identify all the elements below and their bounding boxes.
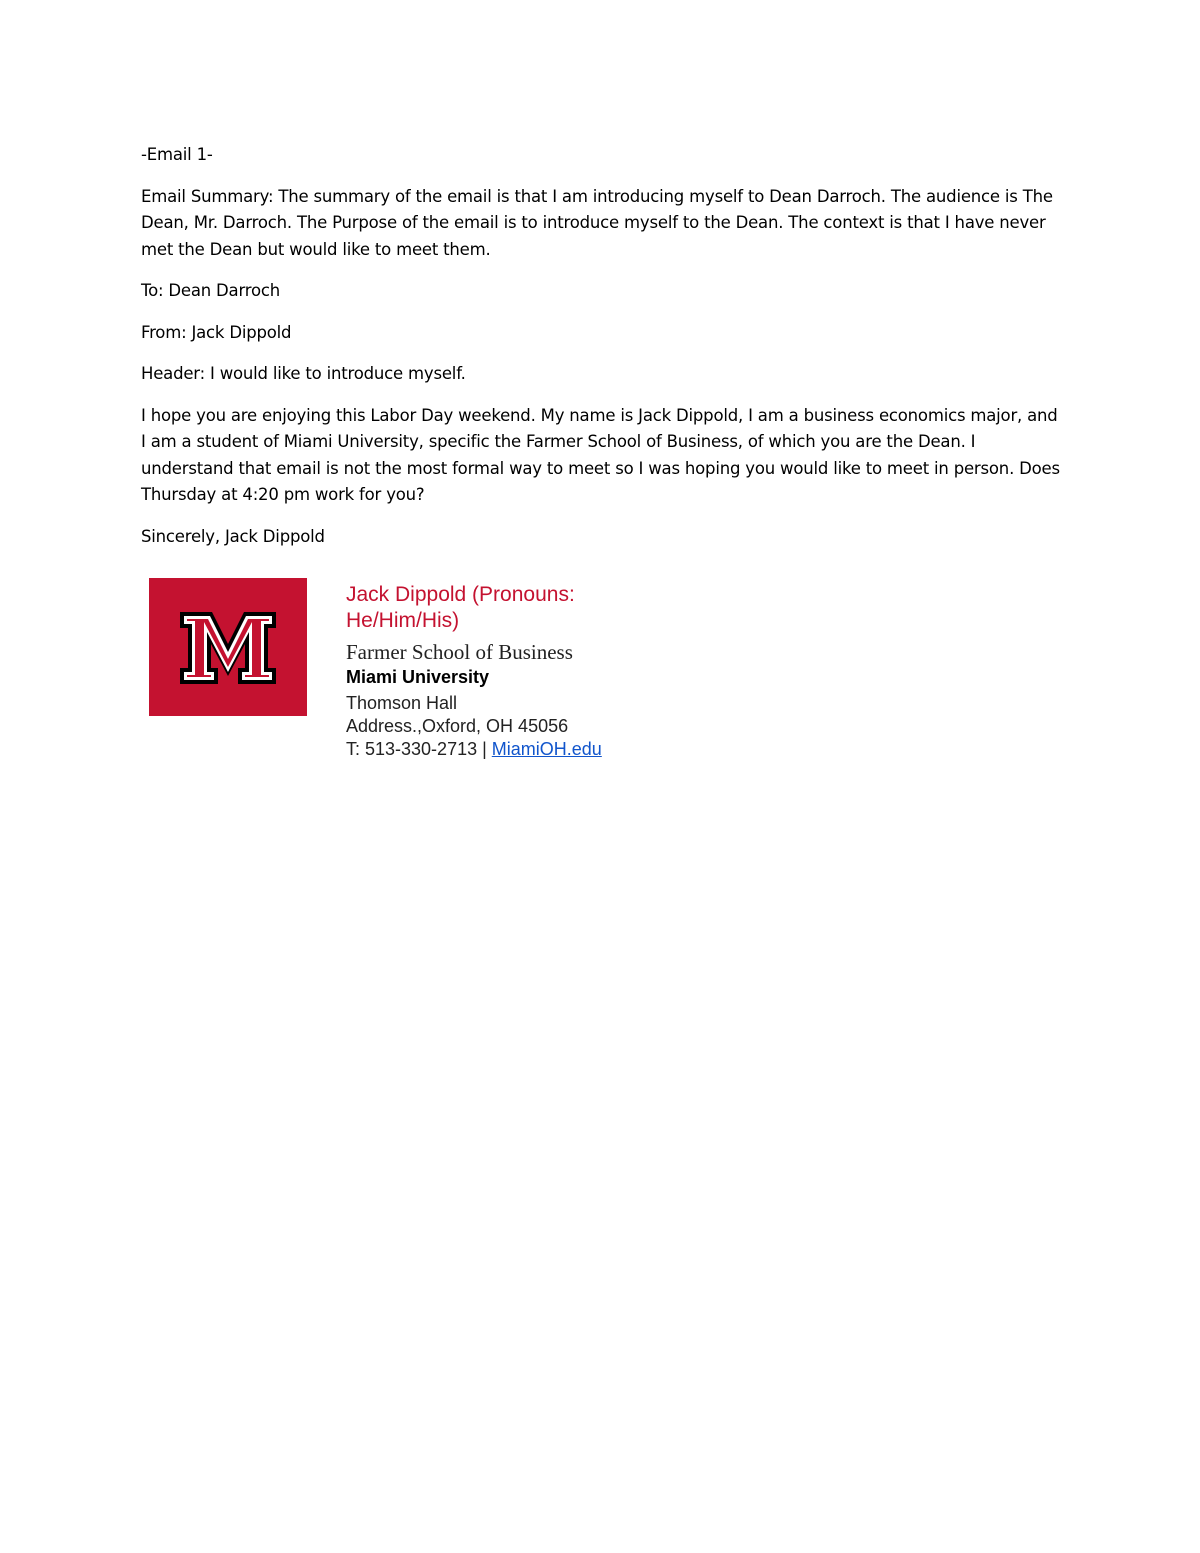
- signature-name: Jack Dippold (Pronouns: He/Him/His): [346, 583, 575, 632]
- email-from-line: From: Jack Dippold: [141, 322, 292, 342]
- email-signature: [149, 578, 769, 778]
- signature-building: Thomson Hall: [346, 693, 458, 713]
- email-header-line: Header: I would like to introduce myself.: [141, 364, 466, 383]
- email-summary: Email Summary: The summary of the email is that I am introducing myself to Dean Darroch. The audience is The Dean, Mr. Darroch. The Purpose of the email is to introduce myself to the Dean. The context is that I have never met the Dean but would like to meet them.: [141, 186, 1053, 259]
- signature-website-link[interactable]: MiamiOH.edu: [491, 739, 602, 759]
- email-closing: Sincerely, Jack Dippold: [141, 526, 325, 546]
- signature-phone: T: 513-330-2713 |: [346, 739, 492, 759]
- signature-address: Address.,Oxford, OH 45056: [346, 716, 569, 736]
- miami-m-logo-icon: [178, 610, 278, 686]
- signature-university: Miami University: [346, 667, 490, 687]
- signature-school: Farmer School of Business: [346, 640, 573, 664]
- email-to-line: To: Dean Darroch: [141, 281, 280, 300]
- email-heading: -Email 1-: [141, 145, 213, 164]
- signature-text: [346, 582, 766, 761]
- email-body: [141, 142, 1061, 565]
- email-message-body: I hope you are enjoying this Labor Day weekend. My name is Jack Dippold, I am a business economics major, and I am a student of Miami University, specific the Farmer School of Business, of which you are the Dean. I understand that email is not the most formal way to meet so I was hoping you would like to meet in person. Does Thursday at 4:20 pm work for you?: [141, 405, 1060, 504]
- miami-logo: [149, 578, 307, 716]
- signature-contact-line: [346, 738, 766, 761]
